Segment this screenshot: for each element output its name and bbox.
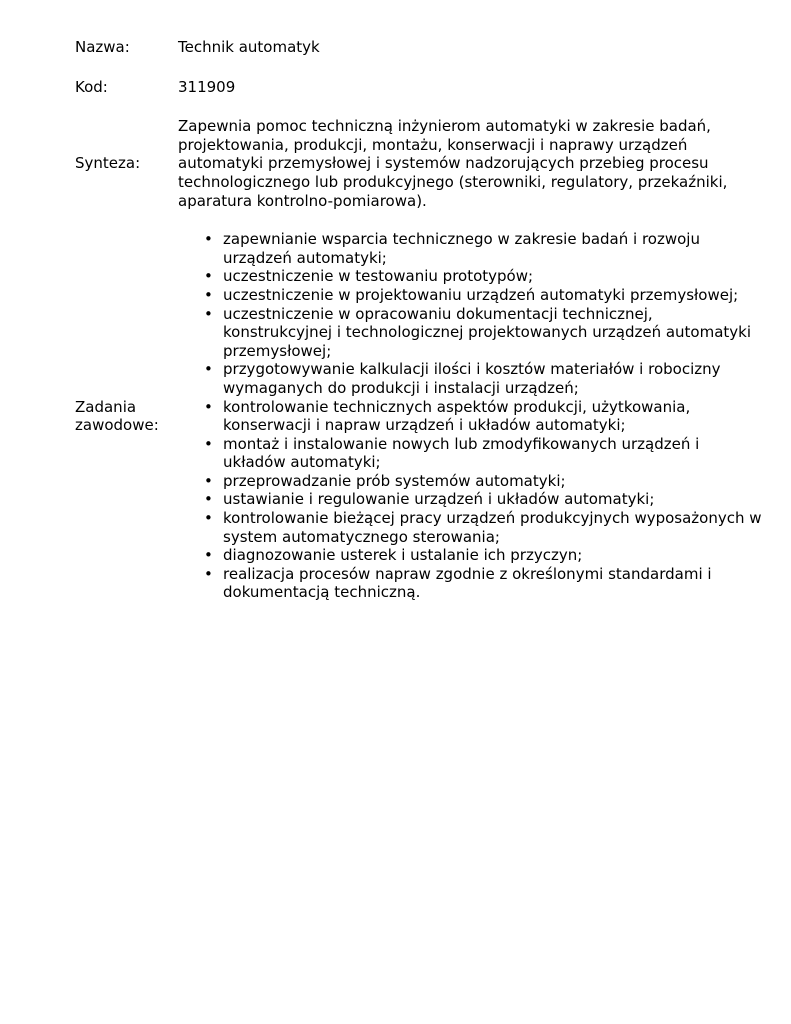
occupation-document — [75, 38, 765, 602]
bullet-icon: • — [204, 230, 213, 249]
task-text: ustawianie i regulowanie urządzeń i układów automatyki; — [223, 490, 655, 509]
bullet-icon: • — [204, 267, 213, 286]
task-text: diagnozowanie usterek i ustalanie ich przyczyn; — [223, 546, 583, 565]
tasks-list — [178, 230, 765, 602]
task-text: montaż i instalowanie nowych lub zmodyfikowanych urządzeń i układów automatyki; — [223, 434, 700, 472]
task-item — [178, 286, 765, 305]
task-text: przeprowadzanie prób systemów automatyki; — [223, 471, 566, 490]
task-text: uczestniczenie w opracowaniu dokumentacji technicznej, konstrukcyjnej i technologicznej projektowanych urządzeń automatyki przemysłowej; — [223, 304, 752, 360]
tasks-label: Zadania zawodowe: — [75, 397, 159, 435]
name-value: Technik automatyk — [178, 38, 320, 56]
task-text: kontrolowanie bieżącej pracy urządzeń produkcyjnych wyposażonych w system automatycznego sterowania; — [223, 509, 762, 546]
task-item — [178, 509, 765, 546]
task-item — [178, 565, 765, 602]
task-item — [178, 398, 765, 435]
task-text: uczestniczenie w testowaniu prototypów; — [223, 267, 534, 286]
name-label: Nazwa: — [75, 38, 130, 56]
bullet-icon: • — [204, 360, 213, 379]
task-text: zapewnianie wsparcia technicznego w zakresie badań i rozwoju urządzeń automatyki; — [223, 230, 700, 267]
bullet-icon: • — [204, 509, 213, 528]
bullet-icon: • — [204, 304, 213, 323]
task-text: kontrolowanie technicznych aspektów produkcji, użytkowania, konserwacji i napraw urządzeń i układów automatyki; — [223, 397, 691, 435]
task-item — [178, 490, 765, 509]
code-row — [75, 78, 765, 97]
tasks-value — [178, 230, 765, 602]
task-item — [178, 472, 765, 491]
name-row — [75, 38, 765, 57]
code-value: 311909 — [178, 77, 236, 96]
task-text: realizacja procesów napraw zgodnie z określonymi standardami i dokumentacją techniczną. — [223, 564, 712, 602]
bullet-icon: • — [204, 397, 213, 416]
task-item — [178, 230, 765, 267]
bullet-icon: • — [204, 434, 213, 453]
tasks-row — [75, 230, 765, 602]
bullet-icon: • — [204, 490, 213, 509]
task-item — [178, 305, 765, 361]
task-text: przygotowywanie kalkulacji ilości i kosztów materiałów i robocizny wymaganych do produkcji i instalacji urządzeń; — [223, 360, 721, 397]
bullet-icon: • — [204, 285, 213, 304]
code-label: Kod: — [75, 77, 108, 96]
synthesis-value: Zapewnia pomoc techniczną inżynierom automatyki w zakresie badań, projektowania, produkcji, montażu, konserwacji i naprawy urządzeń automatyki przemysłowej i systemów nadzorujących przebieg procesu technologicznego lub produkcyjnego (sterowniki, regulatory, przekaźniki, aparatura kontrolno-pomiarowa). — [178, 117, 728, 210]
task-item — [178, 435, 765, 472]
bullet-icon: • — [204, 564, 213, 583]
synthesis-row — [75, 117, 765, 210]
bullet-icon: • — [204, 546, 213, 565]
task-item — [178, 546, 765, 565]
bullet-icon: • — [204, 471, 213, 490]
task-item — [178, 360, 765, 397]
task-item — [178, 267, 765, 286]
task-text: uczestniczenie w projektowaniu urządzeń automatyki przemysłowej; — [223, 285, 739, 304]
synthesis-label: Synteza: — [75, 154, 141, 173]
